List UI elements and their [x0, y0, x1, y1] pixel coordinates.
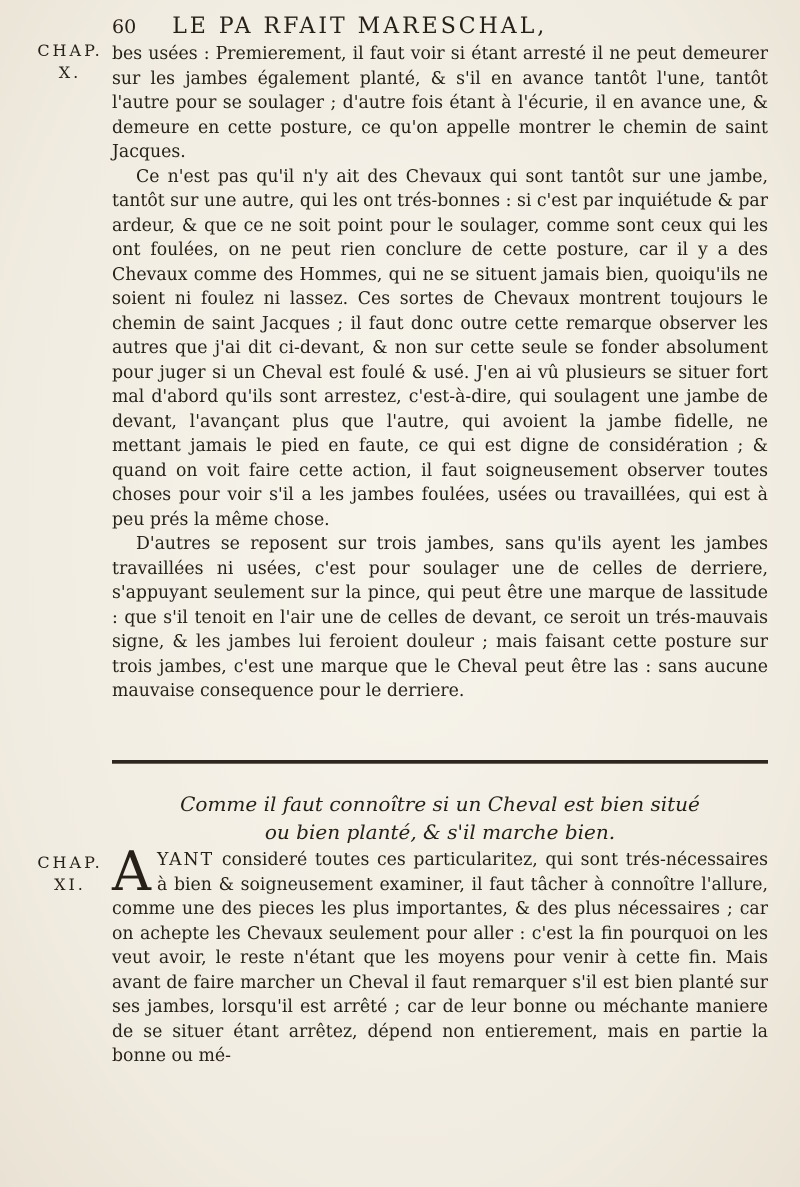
margin-note-chap-x: CHAP. X.: [37, 41, 103, 82]
paragraph-4-text: consideré toutes ces particularitez, qui sont trés-nécessaires à bien & soigneusement examiner, il faut tâcher à connoître l'allure, comme une des pieces les plus importantes, & des plus nécessaires ; car on achepte les Chevaux seulement pour aller : c'est la fin pourquoi on les veut avoir, le reste n'étant que les moyens pour venir à cette fin. Mais avant de faire marcher un Cheval il faut remarquer s'il est bien planté sur ses jambes, lorsqu'il est arrêté ; car de leur bonne ou méchante maniere de se situer étant arrêtez, dépend non entierement, mais en partie la bonne ou mé-: [112, 850, 768, 1066]
lead-word: YANT: [157, 850, 215, 870]
section-title-line-2: ou bien planté, & s'il marche bien.: [264, 820, 616, 844]
section-title: [112, 790, 768, 846]
running-header: [112, 14, 712, 39]
margin-note-chap-xi: CHAP. XI.: [37, 853, 103, 894]
paragraph-4: [112, 840, 768, 1069]
running-title: LE PA RFAIT MARESCHAL,: [172, 14, 548, 39]
section-title-line-1: Comme il faut connoître si un Cheval est bien situé: [180, 792, 700, 816]
paragraph-3: D'autres se reposent sur trois jambes, sans qu'ils ayent les jambes travaillées ni usées, c'est pour soulager une de celles de derriere, s'appuyant seulement sur la pince, qui peut être une marque de lassitude : que s'il tenoit en l'air une de celles de devant, ce seroit un trés-mauvais signe, & les jambes lui feroient douleur ; mais faisant cette posture sur trois jambes, c'est une marque que le Cheval peut être las : sans aucune mauvaise consequence pour le derriere.: [112, 534, 768, 701]
paragraph-2: Ce n'est pas qu'il n'y ait des Chevaux qui sont tantôt sur une jambe, tantôt sur une autre, qui les ont trés-bonnes : si c'est par inquiétude & par ardeur, & que ce ne soit point pour le soulager, comme sont ceux qui les ont foulées, on ne peut rien conclure de cette posture, car il y a des Chevaux comme des Hommes, qui ne se situent jamais bien, quoiqu'ils ne soient ni foulez ni lassez. Ces sortes de Chevaux montrent toujours le chemin de saint Jacques ; il faut donc outre cette remarque observer les autres que j'ai dit ci-devant, & non sur cette seule se fonder absolument pour juger si un Cheval est foulé & usé. J'en ai vû plusieurs se situer fort mal d'abord qu'ils sont arrestez, c'est-à-dire, qui soulagent une jambe de devant, l'avançant plus que l'autre, qui avoient la jambe fidelle, ne mettant jamais le pied en faute, ce qui est digne de considération ; & quand on voit faire cette action, il faut soigneusement observer toutes choses pour voir s'il a les jambes foulées, usées ou travaillées, qui est à peu prés la même chose.: [112, 166, 768, 530]
drop-cap: A: [112, 840, 151, 903]
section-divider: [112, 760, 768, 764]
section-2-text: [112, 840, 768, 1069]
section-1-text: [112, 42, 768, 704]
paragraph-1: bes usées : Premierement, il faut voir si étant arresté il ne peut demeurer sur les jambes également planté, & s'il en avance tantôt l'une, tantôt l'autre pour se soulager ; d'autre fois étant à l'écurie, il en avance une, & demeure en cette posture, ce qu'on appelle montrer le chemin de saint Jacques.: [112, 44, 768, 162]
page-number: 60: [112, 16, 137, 38]
